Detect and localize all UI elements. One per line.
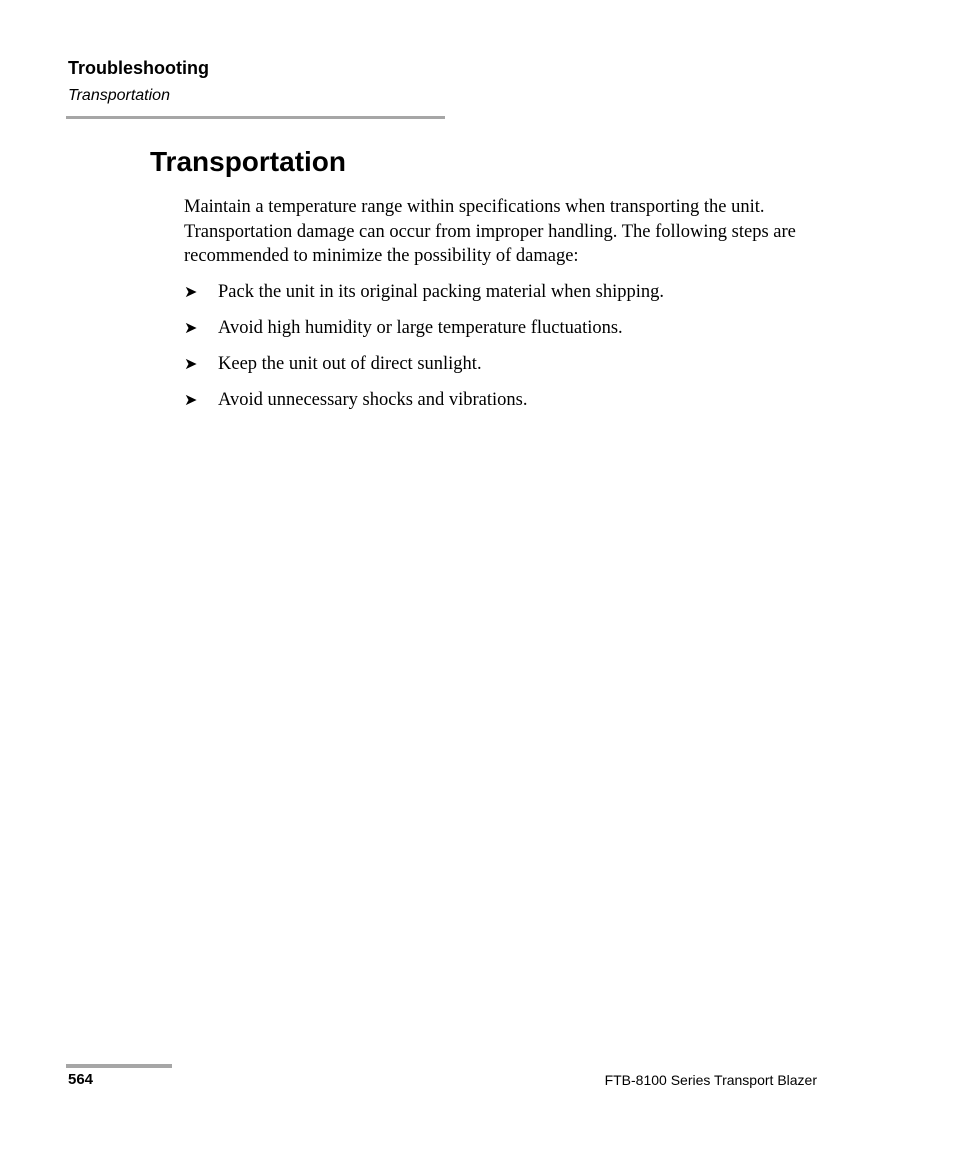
footer-rule xyxy=(66,1064,172,1068)
section-title: Transportation xyxy=(150,146,347,177)
arrowhead-bullet-icon: ➤ xyxy=(184,318,198,337)
arrowhead-bullet-icon: ➤ xyxy=(184,282,198,301)
header-rule xyxy=(66,116,445,119)
footer-product-name: FTB-8100 Series Transport Blazer xyxy=(604,1072,817,1088)
header-section: Transportation xyxy=(68,87,170,104)
list-item xyxy=(184,352,664,388)
page-number: 564 xyxy=(68,1071,94,1088)
bullet-text: Pack the unit in its original packing material when shipping. xyxy=(218,282,664,302)
running-header xyxy=(68,57,209,106)
bullet-text: Keep the unit out of direct sunlight. xyxy=(218,354,482,374)
bullet-list xyxy=(184,280,664,424)
intro-paragraph: Maintain a temperature range within specifications when transporting the unit. Transportation damage can occur from improper handling. The following steps are recommended to minimize the possibility of damage: xyxy=(184,197,796,266)
bullet-text: Avoid high humidity or large temperature fluctuations. xyxy=(218,318,623,338)
list-item xyxy=(184,316,664,352)
bullet-text: Avoid unnecessary shocks and vibrations. xyxy=(218,390,528,410)
arrowhead-bullet-icon: ➤ xyxy=(184,390,198,409)
header-chapter: Troubleshooting xyxy=(68,58,209,78)
list-item xyxy=(184,388,664,424)
arrowhead-bullet-icon: ➤ xyxy=(184,354,198,373)
list-item xyxy=(184,280,664,316)
